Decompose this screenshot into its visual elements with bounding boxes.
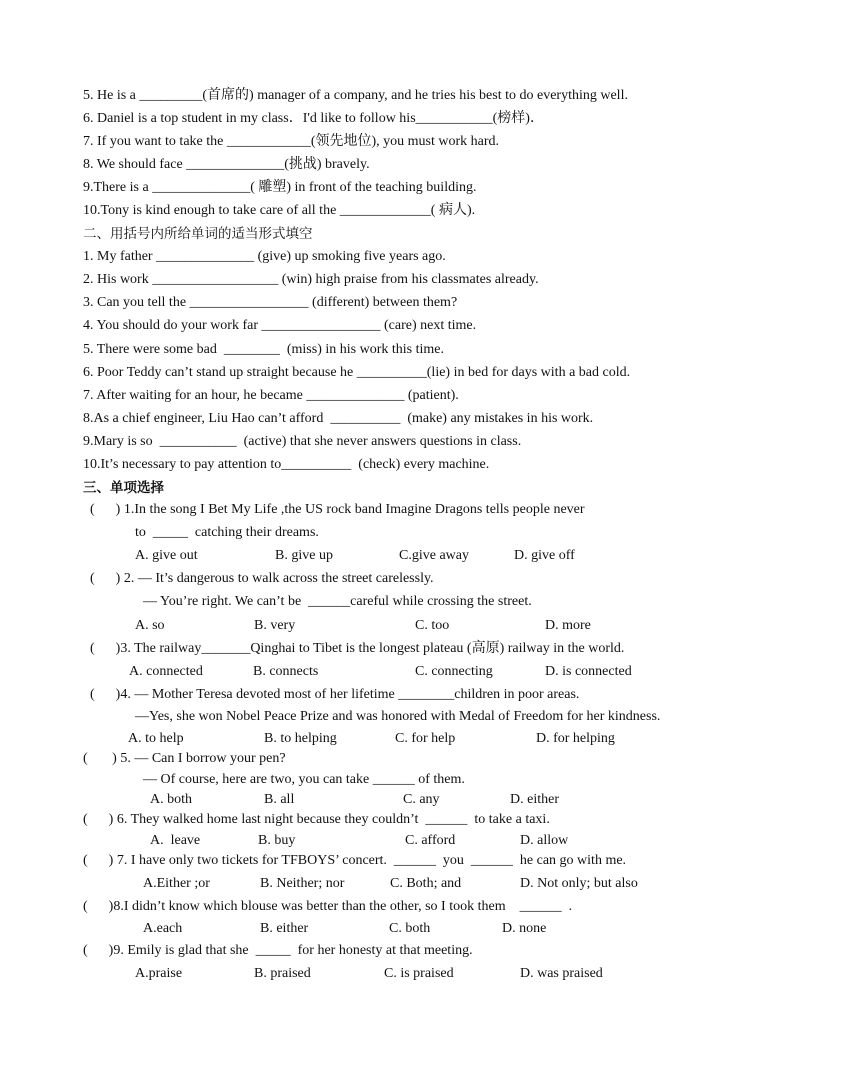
mc-option-c: C.give away [399,548,469,563]
section-3-heading: 三、单项选择 [83,480,164,496]
mc-option-a: A. leave [150,833,201,848]
mc-question-1: ( ) 1.In the song I Bet My Life ,the US rock band Imagine Dragons tells people never [90,502,585,517]
mc-option-a: A. connected [129,664,203,679]
mc-option-a: A. to help [128,731,184,746]
form-item-1: 1. My father ______________ (give) up smoking five years ago. [83,249,446,264]
mc-question-6: ( ) 6. They walked home last night because they couldn’t ______ to take a taxi. [83,812,550,827]
mc-option-b: B. buy [258,833,296,848]
mc-option-d: D. either [510,792,559,807]
mc-option-a: A.praise [135,966,183,981]
mc-option-d: D. give off [514,548,575,563]
mc-option-c: C. afford [405,833,456,848]
fill-item-9: 9.There is a ______________( 雕塑) in front of the teaching building. [83,180,477,195]
mc-option-b: B. give up [275,548,333,563]
mc-option-c: C. connecting [415,664,493,679]
form-item-6: 6. Poor Teddy can’t stand up straight because he __________(lie) in bed for days with a bad cold. [83,365,631,380]
mc-option-c: C. for help [395,731,456,746]
mc-option-c: C. is praised [384,966,454,981]
form-item-4: 4. You should do your work far _________________ (care) next time. [83,318,477,333]
mc-option-a: A. so [135,618,165,633]
form-item-5: 5. There were some bad ________ (miss) in his work this time. [83,342,444,357]
form-item-8: 8.As a chief engineer, Liu Hao can’t afford __________ (make) any mistakes in his work. [83,411,594,426]
mc-option-c: C. too [415,618,450,633]
fill-item-10: 10.Tony is kind enough to take care of all the _____________( 病人). [83,203,476,218]
fill-item-6: 6. Daniel is a top student in my class．I'd like to follow his___________(榜样)． [83,111,544,126]
mc-option-c: C. any [403,792,440,807]
fill-item-8: 8. We should face ______________(挑战) bravely. [83,157,370,172]
fill-item-7: 7. If you want to take the ____________(领先地位), you must work hard. [83,134,500,149]
mc-option-b: B. to helping [264,731,337,746]
section-2-heading: 二、用括号内所给单词的适当形式填空 [83,226,313,242]
mc-option-d: D. is connected [545,664,632,679]
mc-question-8: ( )8.I didn’t know which blouse was better than the other, so I took them ______ . [83,899,573,914]
mc-option-a: A.each [143,921,183,936]
mc-option-c: C. both [389,921,431,936]
mc-question-2-cont: — You’re right. We can’t be ______careful while crossing the street. [143,594,532,609]
mc-question-9: ( )9. Emily is glad that she _____ for her honesty at that meeting. [83,943,473,958]
mc-option-b: B. either [260,921,309,936]
mc-option-d: D. was praised [520,966,603,981]
mc-option-b: B. Neither; nor [260,876,345,891]
mc-question-3: ( )3. The railway_______Qinghai to Tibet is the longest plateau (高原) railway in the world. [90,641,625,656]
mc-option-d: D. for helping [536,731,615,746]
mc-option-d: D. more [545,618,591,633]
mc-option-b: B. praised [254,966,311,981]
mc-question-7: ( ) 7. I have only two tickets for TFBOYS’ concert. ______ you ______ he can go with me. [83,853,627,868]
mc-option-d: D. none [502,921,547,936]
form-item-7: 7. After waiting for an hour, he became ______________ (patient). [83,388,459,403]
mc-question-5: ( ) 5. — Can I borrow your pen? [83,751,286,766]
mc-option-b: B. all [264,792,295,807]
mc-option-d: D. allow [520,833,569,848]
mc-option-b: B. very [254,618,296,633]
mc-option-d: D. Not only; but also [520,876,638,891]
mc-option-a: A.Either ;or [143,876,210,891]
form-item-10: 10.It’s necessary to pay attention to__________ (check) every machine. [83,457,490,472]
form-item-2: 2. His work __________________ (win) high praise from his classmates already. [83,272,539,287]
mc-option-a: A. give out [135,548,198,563]
mc-question-5-cont: — Of course, here are two, you can take ______ of them. [143,772,465,787]
mc-option-c: C. Both; and [390,876,462,891]
form-item-9: 9.Mary is so ___________ (active) that she never answers questions in class. [83,434,522,449]
mc-question-4: ( )4. — Mother Teresa devoted most of her lifetime ________children in poor areas. [90,687,580,702]
fill-item-5: 5. He is a _________(首席的) manager of a company, and he tries his best to do everything well. [83,88,628,103]
mc-question-4-cont: —Yes, she won Nobel Peace Prize and was honored with Medal of Freedom for her kindness. [135,709,661,724]
mc-question-2: ( ) 2. — It’s dangerous to walk across the street carelessly. [90,571,434,586]
mc-question-1-cont: to _____ catching their dreams. [135,525,319,540]
form-item-3: 3. Can you tell the _________________ (different) between them? [83,295,458,310]
mc-option-b: B. connects [253,664,319,679]
mc-option-a: A. both [150,792,192,807]
